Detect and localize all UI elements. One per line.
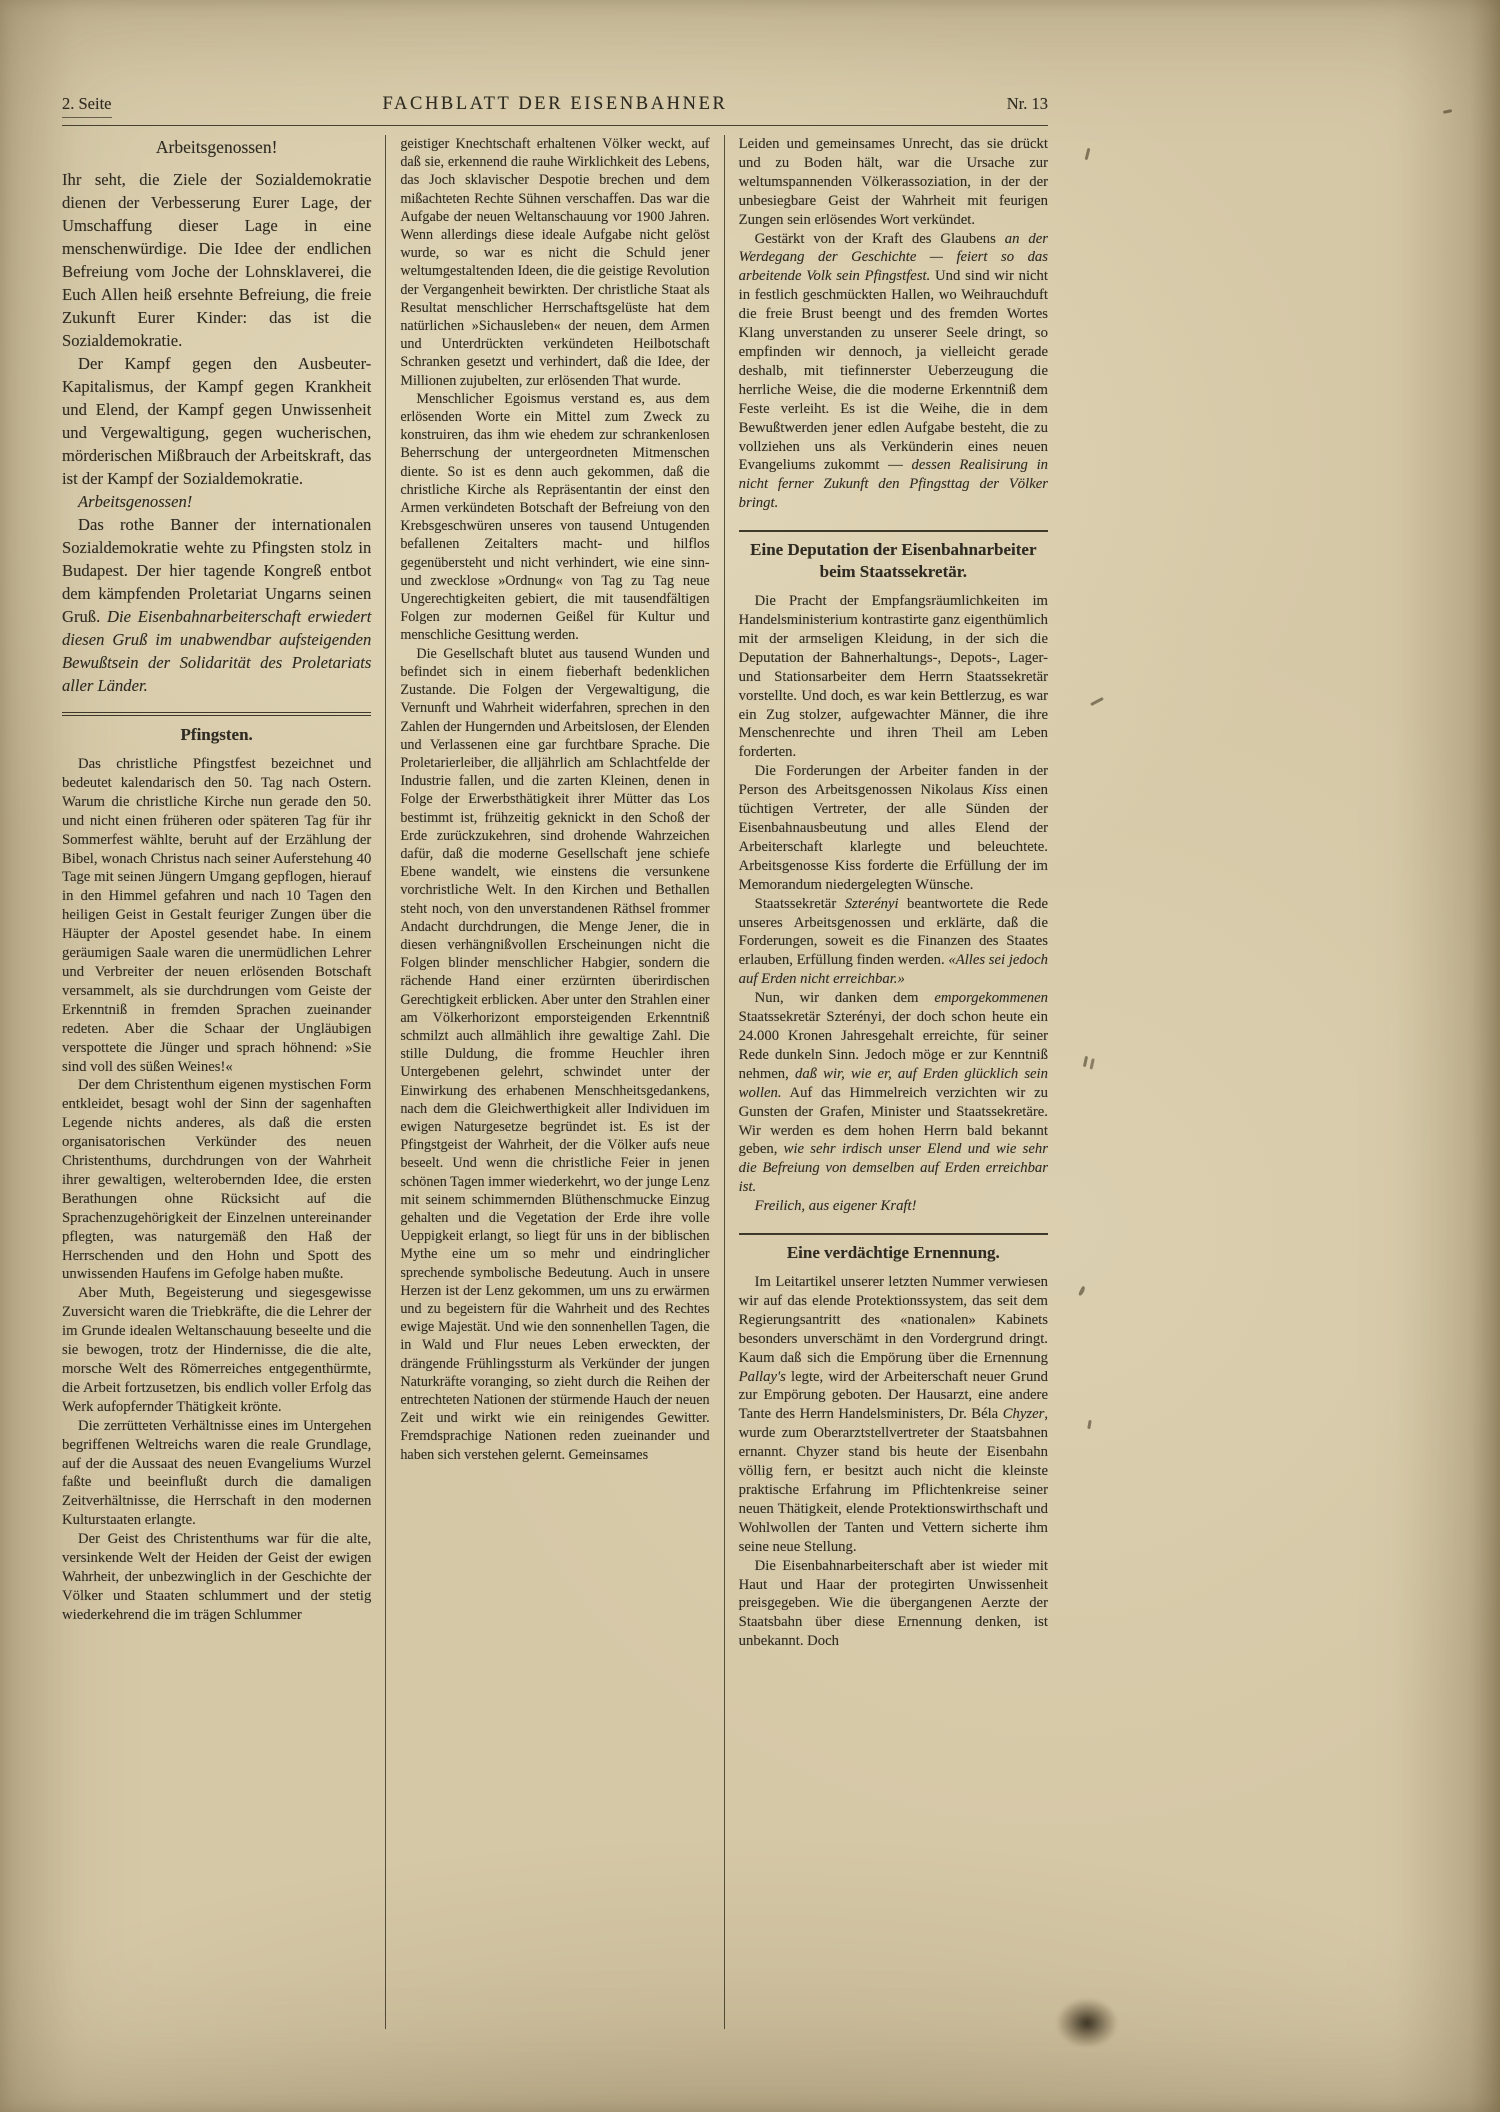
- ink-mark: [1443, 109, 1452, 113]
- text-run: Das rothe Banner der internationalen Sozialdemokratie wehte zu Pfingsten stolz in Budapest. Der hier tagende Kongreß entbot dem kämpfenden Proletariat Ungarns seinen Gruß.: [62, 515, 372, 626]
- italic-text-run: dessen Realisirung in nicht ferner Zukunft den Pfingsttag der Völker bringt.: [738, 457, 1048, 512]
- paragraph: [739, 1557, 1048, 1652]
- text-run: Leiden und gemeinsames Unrecht, das sie drückt und zu Boden hält, war die Ursache zur weltumspannenden Völkerassoziation, in der der unbesiegbare Geist der Wahrheit mit feurigen Zungen sein erlösendes Wort verkündet.: [738, 136, 1048, 228]
- text-run: Die Pracht der Empfangsräumlichkeiten im Handelsministerium kontrastirte ganz eigenthümlich mit der armseligen Kleidung, in der sich die Deputation der Bahnerhaltungs-, Depots-, Lager- und Stationsarbeiter dem Herrn Staatssekretär vorstellte. Und doch, es war kein Bettlerzug, es war ein Zug stolzer, aufgewachter Männer, die ihre Menschenrechte und ihren Theil am Leben forderten.: [738, 593, 1048, 761]
- column-3: [724, 135, 1048, 2029]
- paragraph: [739, 762, 1048, 894]
- italic-text-run: wie sehr irdisch unser Elend und wie sehr die Befreiung von demselben auf Erden erreichbar ist.: [738, 1141, 1048, 1196]
- issue-number: Nr. 13: [1006, 94, 1048, 113]
- text-run: Die Eisenbahnarbeiterschaft aber ist wieder mit Haut und Haar der protegirten Unwissenheit preisgegeben. Wie die übergangenen Aerzte der Staatsbahn über diese Ernennung denken, ist unbekannt. Doch: [738, 1557, 1048, 1650]
- paragraph: [62, 755, 371, 1076]
- paragraph: [62, 1076, 371, 1284]
- italic-text-run: Pallay's: [738, 1368, 786, 1385]
- paragraph: [739, 895, 1048, 990]
- text-run: , wurde zum Oberarztstellvertreter der Staatsbahnen ernannt. Chyzer stand bis heute der Eisenbahn völlig fern, er besitzt auch nicht die kleinste praktische Erfahrung im Pflichtenkreise seiner neuen Thätigkeit, elende Protektionswirthschaft und Wohlwollen der Tanten und Vettern sicherte ihm seine neue Stellung.: [738, 1406, 1048, 1555]
- section-title: [745, 1242, 1042, 1264]
- italic-text-run: Szterényi: [844, 895, 899, 912]
- text-run: Das christliche Pfingstfest bezeichnet und bedeutet kalendarisch den 50. Tag nach Ostern. Warum die christliche Kirche nun gerade den 50. und nicht einen früheren oder späteren Tag für ihr Sommerfest wählte, beruht auf der Erzählung der Bibel, wonach Christus nach seiner Auferstehung 40 Tage mit seinen Jüngern Umgang gepflogen, hierauf in den Himmel gefahren und nach 10 Tagen den heiligen Geist in Gestalt feuriger Zungen über die Häupter der Apostel gesendet habe. In einem geräumigen Saale waren die unermüdlichen Lehrer und Verbreiter der neuen erlösenden Botschaft versammelt, als sie durchdrungen vom Geiste der Erkenntniß in fremden Sprachen zueinander redeten. Aber die Schaar der Ungläubigen verspottete die Jünger und sprach höhnend: »Sie sind voll des süßen Weines!«: [62, 756, 372, 1075]
- text-run: Staatssekretär Szterényi, der doch schon heute ein 24.000 Kronen Jahresgehalt erreichte, für seiner Rede dunkeln Sinn. Jedoch möge er zur Kenntniß nehmen,: [738, 1009, 1048, 1082]
- paragraph: [62, 1417, 371, 1530]
- paragraph: [400, 135, 709, 390]
- text-run: Ihr seht, die Ziele der Sozialdemokratie dienen der Verbesserung Eurer Lage, der Umschaffung dieser Lage in eine menschenwürdige. Die Idee der endlichen Befreiung vom Joche der Lohnsklaverei, die Euch Allen heiß ersehnte Befreiung, die freie Zukunft Eurer Kinder: das ist die Sozialdemokratie.: [62, 170, 372, 350]
- text-run: Eine Deputation der Eisenbahnarbeiter beim Staatssekretär.: [750, 540, 1037, 582]
- paragraph: [62, 352, 371, 490]
- section-divider: [62, 712, 371, 716]
- article-heading: [62, 137, 371, 158]
- text-run: Arbeitsgenossen!: [155, 137, 278, 157]
- italic-text-run: Arbeitsgenossen!: [78, 492, 193, 511]
- text-run: Aber Muth, Begeisterung und siegesgewisse Zuversicht waren die Triebkräfte, die die Lehrer der im Grunde idealen Weltanschauung beseelte und die sie bewogen, trotz der Hindernisse, die die alte, morsche Welt des Römerreiches entgegenthürmte, die Arbeit fortzusetzen, bis endlich voller Erfolg das Werk aufopfernder Thätigkeit krönte.: [62, 1285, 372, 1415]
- italic-text-run: Kiss: [982, 782, 1008, 799]
- italic-text-run: Chyzer: [1002, 1406, 1045, 1423]
- section-divider: [739, 1233, 1048, 1235]
- ink-mark: [1078, 1286, 1086, 1297]
- paragraph: [739, 1197, 1048, 1216]
- text-run: Und sind wir nicht in festlich geschmückten Hallen, wo Weihrauchduft die freie Brust beengt und des fremden Wortes Klang unverstanden zu unserer Seele dringt, so empfinden wir dennoch, ja vielleicht gerade deshalb, mit tiefinnerster Ueberzeugung die herrliche Weise, die die moderne Erkenntniß dem Feste verleiht. Es ist die Weihe, die in dem Bewußtwerden jener edlen Aufgabe besteht, die zu vollziehen uns als Verkünderin eines neuen Evangeliums zukommt —: [738, 268, 1048, 474]
- masthead-title: FACHBLATT DER EISENBAHNER: [382, 94, 728, 114]
- page-edge-shadow: [1470, 0, 1500, 2112]
- paragraph: [62, 168, 371, 352]
- italic-text-run: Freilich, aus eigener Kraft!: [754, 1198, 917, 1215]
- page-number-label: 2. Seite: [62, 94, 112, 118]
- text-run: Der Geist des Christenthums war für die alte, versinkende Welt der Heiden der Geist der ewigen Wahrheit, der unbezwinglich in der Geschichte der Völker und Staaten schlummert und der stetig wiederkehrend die im trägen Schlummer: [62, 1531, 372, 1623]
- column-2: [385, 135, 723, 2029]
- text-run: Die zerrütteten Verhältnisse eines im Untergehen begriffenen Weltreichs waren die reale Grundlage, auf der die Aussaat des neuen Evangeliums Wurzel faßte und beeinflußt durch die damaligen Zeitverhältnisse, die Herrschaft in den modernen Kulturstaaten erlangte.: [62, 1417, 372, 1529]
- paragraph: [62, 490, 371, 513]
- page-content: [62, 94, 1048, 2036]
- columns: [62, 135, 1048, 2029]
- paragraph: [739, 230, 1048, 514]
- page-number: [62, 94, 272, 118]
- section-title: [745, 539, 1042, 583]
- text-run: Auf das Himmelreich verzichten wir zu Gunsten der Grafen, Minister und Staatssekretäre. Wir werden es dem hohen Herrn bald bekannt geben,: [738, 1084, 1048, 1158]
- ink-mark: [1090, 697, 1104, 706]
- text-run: einen tüchtigen Vertreter, der alle Sünden der Eisenbahnausbeutung und alles Elend der Arbeiterschaft klarlegte und beleuchtete. Arbeitsgenosse Kiss forderte die Erfüllung der im Memorandum niedergelegten Wünsche.: [738, 782, 1048, 893]
- paragraph: [62, 1284, 371, 1416]
- ink-mark: [1083, 1056, 1088, 1067]
- paragraph: [739, 592, 1048, 762]
- section-title: [68, 724, 365, 746]
- column-1: [62, 135, 385, 2029]
- text-run: Staatssekretär: [754, 895, 845, 912]
- text-run: Menschlicher Egoismus verstand es, aus dem erlösenden Worte ein Mittel zum Zweck zu konstruiren, das ihm wie ehedem zur schrankenlosen Beherrschung der untergeordneten Mitmenschen diente. So ist es denn auch gekommen, daß die christliche Kirche als Repräsentantin der einst den Armen verkündeten Botschaft der Befreiung von den Krebsgeschwüren unseres von tausend Untugenden befallenen Zeitalters macht- und hilflos gegenübersteht und nicht verhindert, wie eine sinn- und zwecklose »Ordnung« von Tag zu Tag neue Ungerechtigkeiten gebiert, die mit tausendfältigen Folgen zur modernen Geißel für Kultur und menschliche Gesittung werden.: [400, 390, 710, 644]
- text-run: geistiger Knechtschaft erhaltenen Völker weckt, auf daß sie, erkennend die rauhe Wirklichkeit des Lebens, das Joch sklavischer Despotie brechen und dem mißachteten Rechte Sühnen verschaffen. Das war die Aufgabe der neuen Weltanschauung vor 1900 Jahren. Wenn allerdings diese ideale Aufgabe nicht gelöst wurde, so war es nicht die Schuld jener weltumgestaltenden Ideen, die die geistige Revolution der Vergangenheit bewirkten. Der christliche Staat als Resultat menschlicher Herrschaftsgelüste hat dem natürlichen »Sichausleben« der neuen, dem Armen und Unterdrückten verkündeten Heilbotschaft Schranken gesetzt und verhindert, daß die Idee, der Millionen zujubelten, zur erlösenden That wurde.: [400, 136, 710, 389]
- ink-stain: [1056, 1998, 1118, 2048]
- text-run: Die Forderungen der Arbeiter fanden in der Person des Arbeitsgenossen Nikolaus: [738, 763, 1048, 799]
- italic-text-run: an der Werdegang der Geschichte — feiert so das arbeitende Volk sein Pfingstfest.: [738, 230, 1048, 285]
- ink-mark: [1085, 148, 1091, 160]
- italic-text-run: daß wir, wie er, auf Erden glücklich sein wollen.: [738, 1065, 1048, 1101]
- italic-text-run: Die Eisenbahnarbeiterschaft erwiedert diesen Gruß im unabwendbar aufsteigenden Bewußtsein der Solidarität des Proletariats aller Länder.: [62, 607, 372, 695]
- paragraph: [739, 135, 1048, 230]
- text-run: beantwortete die Rede unseres Arbeitsgenossen und erklärte, daß die Forderungen, soweit es die Finanzen des Staates erlauben, Erfüllung finden werden.: [738, 895, 1048, 969]
- paragraph: [62, 513, 371, 697]
- text-run: Die Gesellschaft blutet aus tausend Wunden und befindet sich in einem fieberhaft bedenklichen Zustande. Die Folgen der Vergewaltigung, die Vernunft und Wahrheit widerfahren, sprechen in den Zahlen der Hungernden und Arbeitslosen, der Elenden und Verlassenen eine gar furchtbare Sprache. Die Proletarierleiber, die alljährlich am Schlachtfelde der Industrie fallen, und die zarten Kleinen, denen in Folge der Erwerbsthätigkeit ihrer Mütter das Los bestimmt ist, frühzeitig geknickt in den Schoß der Erde zurückzukehren, sind drohende Wahrzeichen dafür, daß die moderne Gesellschaft jene schiefe Ebene wandelt, wie einstens die versunkene vorchristliche Welt. In den Kirchen und Bethallen steht noch, von den unverstandenen Räthsel frommer Andacht durchdrungen, die Menge Jener, die in diesen verhängnißvollen Erscheinungen nicht die Folgen blinder menschlicher Habgier, sondern die rächende Hand einer erzürnten überirdischen Gerechtigkeit erblicken. Aber unter den Strahlen einer am Völkerhorizont emporsteigenden Erkenntniß schmilzt auch allmählich ihre gewaltige Zahl. Die stille Duldung, die fromme Heuchler ihren Untergebenen gelehrt, schwindet unter der Einwirkung des erhabenen Menschheitsgedankens, nach dem die Gleichwerthigkeit aller Individuen im ewigen Naturgesetze begründet ist. Es ist der Pfingstgeist der Wahrheit, der die Völker aufs neue beseelt. Und wenn die christliche Feier in jenen schönen Tagen immer wiederkehrt, wo der junge Lenz mit seinem schimmernden Blüthenschmucke Einzug gehalten und die Vegetation der Erde ihre volle Ueppigkeit erlangt, so liegt für uns in der biblischen Mythe eine um so mehr und eindringlicher sprechende symbolische Bedeutung. Auch in unsere Herzen ist der Lenz gekommen, um uns zu erwärmen und zu begeistern für die Wahrheit und des Rechtes ewige Majestät. Und wie den sonnenhellen Tagen, die in Wald und Flur neues Leben erweckten, der drängende Frühlingssturm als Verkünder der jungen Naturkräfte voranging, so zieht durch die Reihen der entrechteten Nationen der stürmende Hauch der neuen Zeit und wirkt wie ein reinigendes Gewitter. Fremdsprachige Nationen reden zueinander und haben sich verstehen gelernt. Gemeinsames: [400, 645, 710, 1463]
- ink-mark: [1087, 1420, 1092, 1429]
- paragraph: [739, 1273, 1048, 1557]
- text-run: Im Leitartikel unserer letzten Nummer verwiesen wir auf das elende Protektionssystem, das seit dem Regierungsantritt des «nationalen» Kabinets besonders unverschämt in den Vordergrund dringt. Kaum daß sich die Empörung über die Ernennung: [738, 1274, 1048, 1366]
- text-run: Nun, wir danken dem: [754, 990, 935, 1007]
- paragraph: [400, 390, 709, 645]
- paragraph: [62, 1530, 371, 1625]
- paragraph: [400, 645, 709, 1464]
- italic-text-run: emporgekommenen: [934, 990, 1048, 1007]
- text-run: Pfingsten.: [180, 725, 253, 744]
- section-divider: [739, 530, 1048, 532]
- paragraph: [739, 989, 1048, 1197]
- italic-text-run: «Alles sei jedoch auf Erden nicht erreichbar.»: [738, 952, 1048, 988]
- text-run: Gestärkt von der Kraft des Glaubens: [754, 230, 1005, 247]
- masthead: [62, 94, 1048, 126]
- text-run: legte, wird der Arbeiterschaft neuer Grund zur Empörung geboten. Der Hausarzt, eine andere Tante des Herrn Handelsministers, Dr. Béla: [738, 1368, 1048, 1423]
- text-run: Der dem Christenthum eigenen mystischen Form entkleidet, besagt wohl der Sinn der sagenhaften Legende nichts anderes, als daß die ersten organisatorischen Verkünder des neuen Christenthums, durchdrungen von der Wahrheit ihrer gewaltigen, welterobernden Idee, die ersten Berathungen ohne Rücksicht auf die Sprachenzugehörigkeit der Einzelnen untereinander pflegten, was naturgemäß den Haß der Herrschenden und den Hohn und Spott des unwissenden Haufens im Gefolge haben mußte.: [62, 1077, 372, 1283]
- text-run: Der Kampf gegen den Ausbeuter-Kapitalismus, der Kampf gegen Krankheit und Elend, der Kampf gegen Unwissenheit und Vergewaltigung, gegen wucherischen, mörderischen Mißbrauch der Arbeitskraft, das ist der Kampf der Sozialdemokratie.: [62, 354, 372, 488]
- text-run: Eine verdächtige Ernennung.: [786, 1243, 1000, 1263]
